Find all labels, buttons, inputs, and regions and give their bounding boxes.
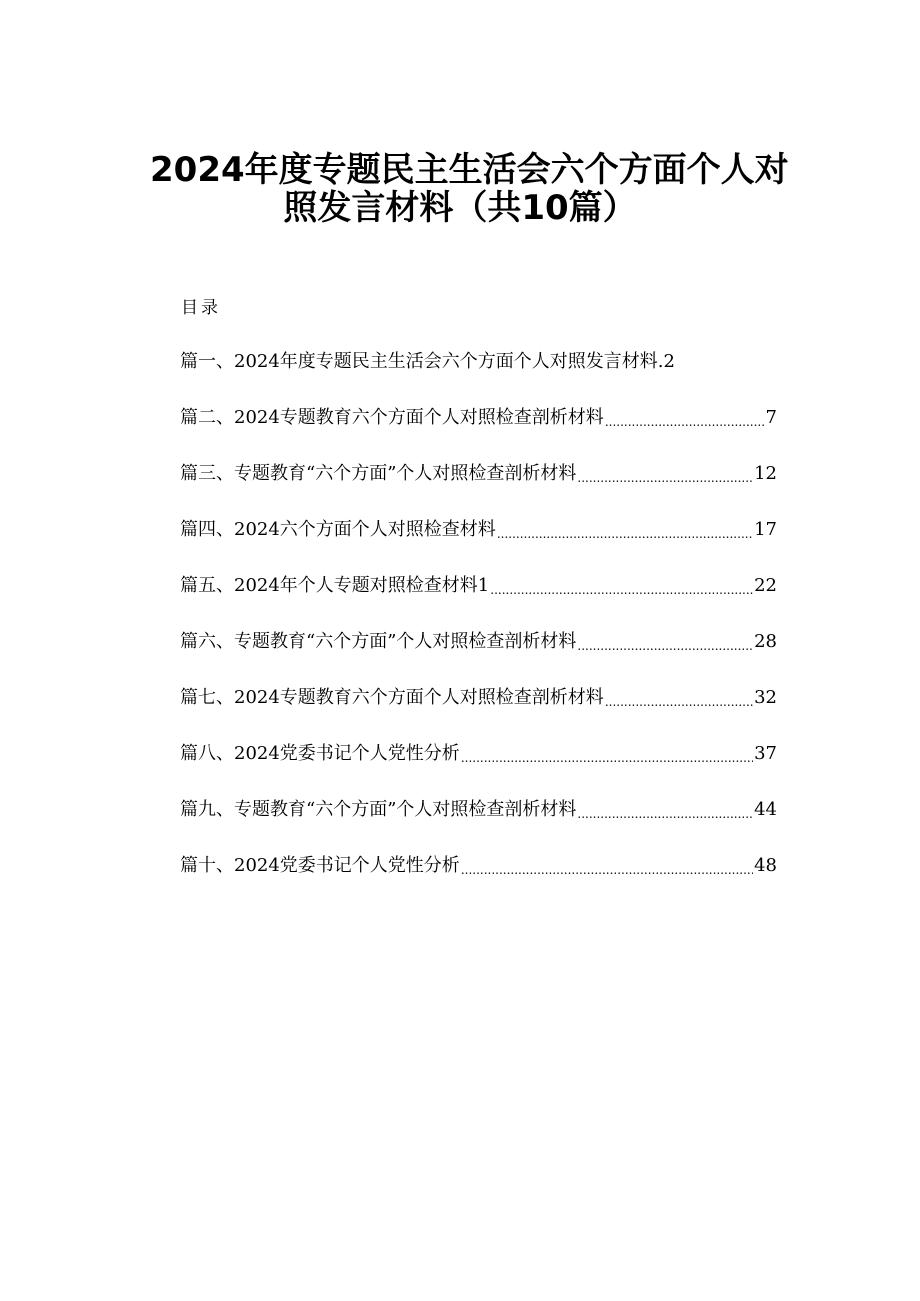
toc-heading: 目录 [181, 298, 221, 318]
toc-entry-2[interactable] [180, 404, 777, 432]
toc-dot-leader [577, 460, 753, 488]
toc-dot-leader [577, 628, 753, 656]
toc-entry-label: 篇七、2024专题教育六个方面个人对照检查剖析材料 [180, 687, 604, 708]
toc-entry-page-number: 37 [754, 743, 777, 764]
toc-dot-leader [605, 684, 753, 712]
toc-dot-leader [497, 516, 753, 544]
toc-entry-10[interactable] [180, 852, 777, 880]
toc-entry-page-number: 2 [663, 351, 675, 372]
toc-entry-label: 篇一、2024年度专题民主生活会六个方面个人对照发言材料. [180, 351, 664, 372]
toc-entry-3[interactable] [180, 460, 777, 488]
toc-dot-leader [490, 572, 753, 600]
toc-dot-leader [577, 796, 753, 824]
toc-dot-leader [461, 852, 753, 880]
toc-entry-page-number: 28 [754, 631, 777, 652]
toc-entry-label: 篇三、专题教育“六个方面”个人对照检查剖析材料 [180, 463, 577, 484]
toc-entry-page-number: 32 [754, 687, 777, 708]
toc-entry-page-number: 22 [754, 575, 777, 596]
toc-dot-leader [461, 740, 753, 768]
toc-entry-4[interactable] [180, 516, 777, 544]
document-title-line-2: 照发言材料（共10篇） [283, 188, 637, 228]
toc-entry-page-number: 17 [754, 519, 777, 540]
toc-entry-6[interactable] [180, 628, 777, 656]
toc-entry-label: 篇四、2024六个方面个人对照检查材料 [180, 519, 496, 540]
toc-entry-1[interactable] [180, 348, 777, 376]
toc-entry-page-number: 48 [754, 855, 777, 876]
toc-dot-leader [605, 404, 765, 432]
document-title-line-1: 2024年度专题民主生活会六个方面个人对 [150, 150, 789, 190]
toc-entry-8[interactable] [180, 740, 777, 768]
toc-entry-label: 篇五、2024年个人专题对照检查材料1 [180, 575, 490, 596]
toc-entry-label: 篇二、2024专题教育六个方面个人对照检查剖析材料 [180, 407, 604, 428]
toc-entry-5[interactable] [180, 572, 777, 600]
toc-entry-label: 篇九、专题教育“六个方面”个人对照检查剖析材料 [180, 799, 577, 820]
toc-entry-page-number: 7 [765, 407, 777, 428]
table-of-contents [180, 348, 777, 908]
toc-entry-label: 篇六、专题教育“六个方面”个人对照检查剖析材料 [180, 631, 577, 652]
toc-entry-9[interactable] [180, 796, 777, 824]
toc-entry-page-number: 12 [754, 463, 777, 484]
toc-entry-7[interactable] [180, 684, 777, 712]
toc-entry-label: 篇八、2024党委书记个人党性分析 [180, 743, 460, 764]
toc-entry-label: 篇十、2024党委书记个人党性分析 [180, 855, 460, 876]
toc-entry-page-number: 44 [754, 799, 777, 820]
